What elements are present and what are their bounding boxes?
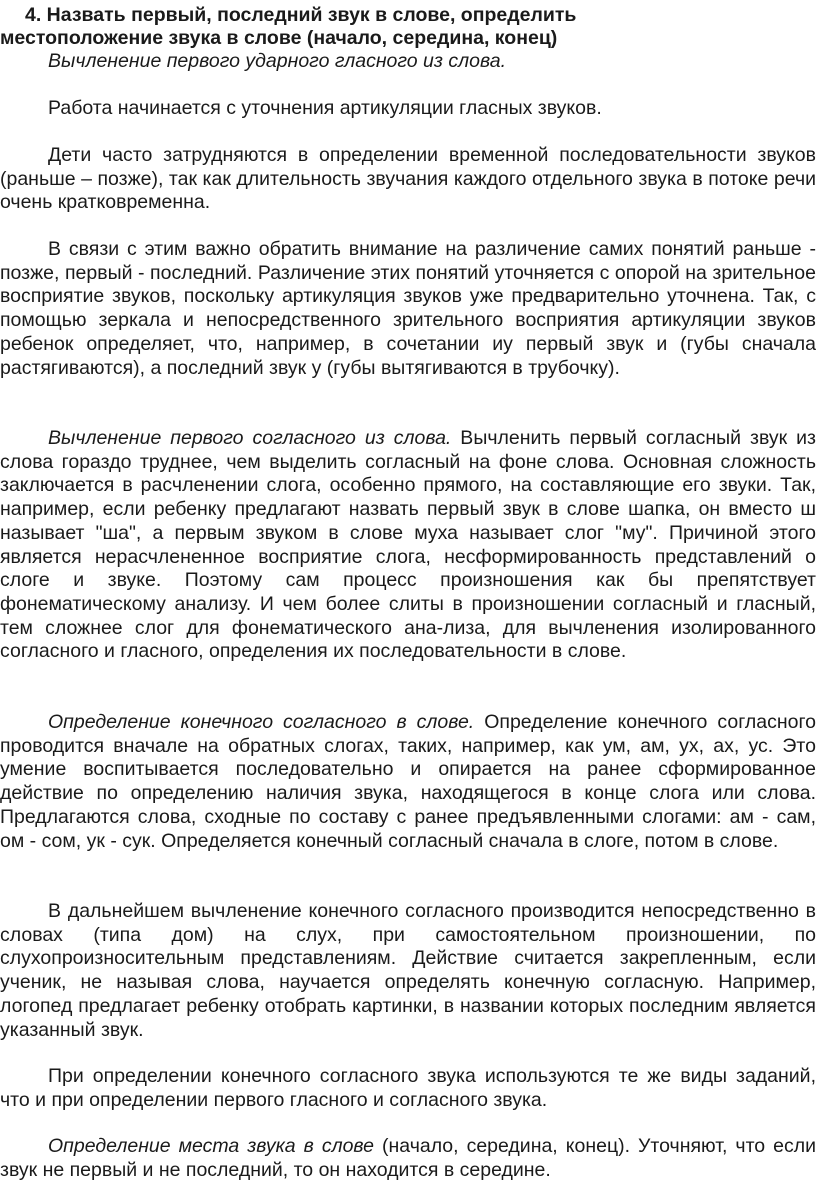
paragraph-8-italic: Определение места звука в слове <box>48 1135 375 1157</box>
subtitle-text: Вычленение первого ударного гласного из слова. <box>48 50 506 72</box>
paragraph-8 <box>0 1135 816 1182</box>
paragraph-3: В связи с этим важно обратить внимание на различение самих понятий раньше - позже, первый - последний. Различение этих понятий уточняется с опорой на зрительное восприятие звуков, поскольку артикуляция звуков уже предварительно уточнена. Так, с помощью зеркала и непосредственного зрительного восприятия артикуляции звуков ребенок определяет, что, например, в сочетании иу первый звук и (губы сначала растягиваются), а последний звук у (губы вытягиваются в трубочку). <box>0 238 816 379</box>
paragraph-5-text: Определение конечного согласного проводится вначале на обратных слогах, таких, например, как ум, ам, ух, ах, ус. Это умение воспитывается последовательно и опирается на ранее сформированное действие по определению наличия звука, находящегося в конце слога или слова. Предлагаются слова, сходные по составу с ранее предъявленными слогами: ам - сам, ом - сом, ук - сук. Определяется конечный согласный сначала в слоге, потом в слове. <box>0 711 816 852</box>
paragraph-1: Работа начинается с уточнения артикуляции гласных звуков. <box>48 97 602 119</box>
heading-line-2: местоположение звука в слове (начало, середина, конец) <box>0 27 558 49</box>
paragraph-5-italic: Определение конечного согласного в слове. <box>48 711 475 733</box>
paragraph-4 <box>0 427 816 664</box>
paragraph-2: Дети часто затрудняются в определении временной последовательности звуков (раньше – позже), так как длительность звучания каждого отдельного звука в потоке речи очень кратковременна. <box>0 144 816 214</box>
paragraph-4-text: Вычленить первый согласный звук из слова гораздо труднее, чем выделить согласный на фоне слова. Основная сложность заключается в расчленении слога, особенно прямого, на составляющие его звуки. Так, например, если ребенку предлагают назвать первый звук в слове шапка, он вместо ш называет "ша", а первым звуком в слове муха называет слог "му". Причиной этого является нерасчлененное восприятие слога, несформированность представлений о слоге и звуке. Поэтому сам процесс произношения как бы препятствует фонематическому анализу. И чем более слиты в произношении согласный и гласный, тем сложнее слог для фонематического ана-лиза, для вычленения изолированного согласного и гласного, определения их последовательности в слове. <box>0 427 816 663</box>
paragraph-6: В дальнейшем вычленение конечного согласного производится непосредственно в словах (типа дом) на слух, при самостоятельном произношении, по слухопроизносительным представлениям. Действие считается закрепленным, если ученик, не называя слова, научается определять конечную согласную. Например, логопед предлагает ребенку отобрать картинки, в названии которых последним является указанный звук. <box>0 900 816 1041</box>
subtitle <box>0 50 816 74</box>
paragraph-8-text: (начало, середина, конец). Уточняют, что если звук не первый и не последний, то он находится в середине. <box>0 1135 816 1181</box>
paragraph-4-italic: Вычленение первого согласного из слова. <box>48 427 452 449</box>
section-heading <box>0 4 816 50</box>
paragraph-7: При определении конечного согласного звука используются те же виды заданий, что и при определении первого гласного и согласного звука. <box>0 1065 816 1111</box>
heading-line-1: 4. Назвать первый, последний звук в слове, определить <box>25 4 577 26</box>
paragraph-5 <box>0 711 816 853</box>
